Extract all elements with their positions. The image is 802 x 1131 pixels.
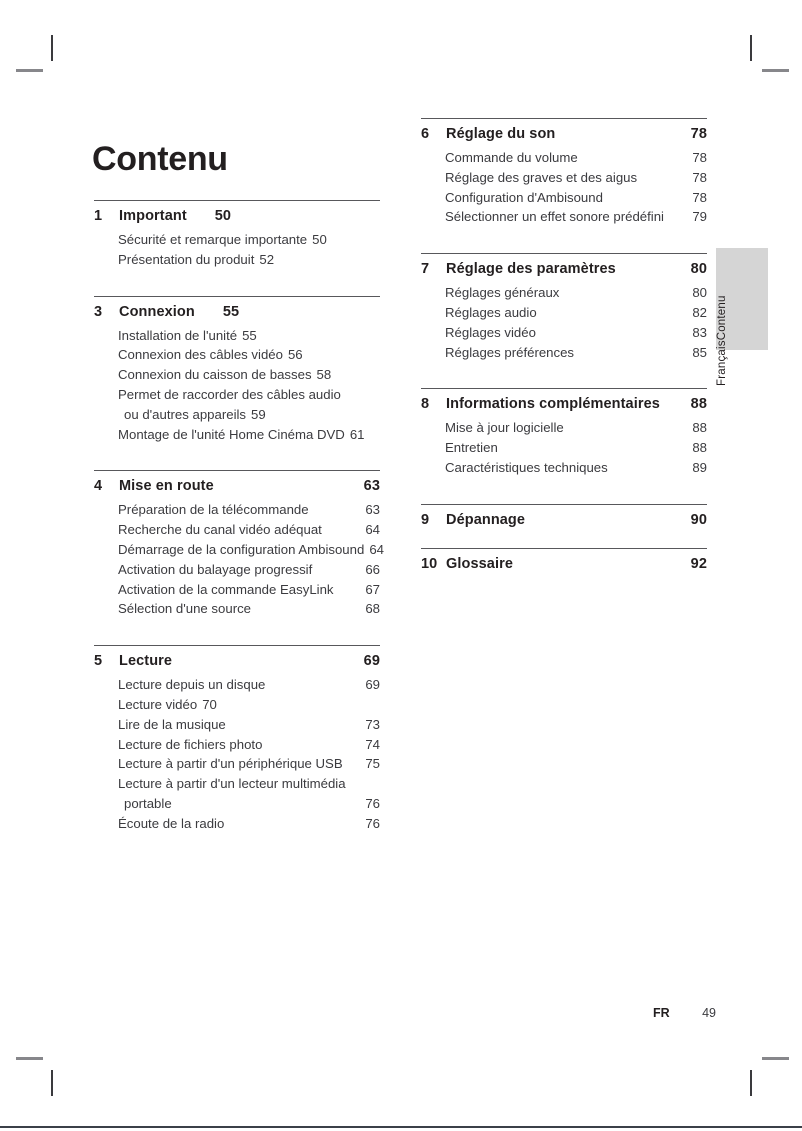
toc-entry-page-number: 52 (259, 251, 275, 267)
toc-entry-page-number: 76 (365, 795, 380, 811)
chapter-title: Dépannage (446, 511, 526, 528)
toc-entry-page-number: 59 (251, 406, 266, 422)
chapter-heading[interactable] (94, 646, 380, 671)
chapter-entry-list (421, 414, 707, 477)
toc-entry-page-number: 68 (365, 601, 380, 617)
toc-entry[interactable] (421, 418, 707, 438)
crop-mark-bottom-left-horizontal (16, 1057, 43, 1060)
toc-entry-label: Recherche du canal vidéo adéquat (118, 522, 322, 538)
toc-entry-page-number: 64 (365, 522, 380, 538)
chapter-page-number: 55 (222, 303, 240, 320)
chapter-heading[interactable] (421, 505, 707, 530)
toc-column-left (94, 200, 384, 834)
toc-chapter-block (94, 200, 380, 270)
toc-entry-page-number: 78 (692, 169, 707, 185)
chapter-heading[interactable] (94, 201, 380, 226)
toc-entry-label: Entretien (445, 440, 498, 456)
toc-entry[interactable] (94, 425, 380, 445)
crop-mark-bottom-right-horizontal (762, 1057, 789, 1060)
chapter-number: 5 (94, 653, 103, 670)
toc-entry[interactable] (94, 814, 380, 834)
footer-page-number: 49 (702, 1006, 716, 1020)
toc-entry-label: Caractéristiques techniques (445, 459, 608, 475)
toc-entry[interactable] (94, 794, 380, 814)
chapter-page-number: 78 (690, 126, 707, 142)
toc-chapter-block (421, 253, 707, 362)
toc-chapter-block (94, 645, 380, 833)
chapter-title: Lecture (119, 653, 173, 670)
chapter-title: Réglage du son (446, 126, 556, 142)
crop-mark-top-left-vertical (51, 35, 53, 61)
page-title: Contenu (92, 139, 228, 178)
page-footer (0, 1006, 802, 1026)
toc-entry-label: Lecture à partir d'un périphérique USB (118, 756, 343, 772)
crop-mark-bottom-right-vertical (750, 1070, 752, 1096)
toc-entry[interactable] (94, 735, 380, 755)
toc-entry-page-number: 56 (287, 347, 303, 363)
block-spacer (421, 478, 707, 504)
toc-entry[interactable] (94, 580, 380, 600)
chapter-entry-list (94, 671, 380, 833)
toc-entry-page-number: 55 (242, 327, 257, 343)
block-spacer (94, 270, 380, 296)
toc-entry[interactable] (94, 715, 380, 735)
toc-entry-page-number: 66 (365, 561, 380, 577)
crop-mark-bottom-left-vertical (51, 1070, 53, 1096)
toc-entry[interactable] (94, 520, 380, 540)
chapter-title: Mise en route (119, 478, 214, 495)
toc-entry-label: Réglages vidéo (445, 324, 536, 340)
toc-entry-label: Montage de l'unité Home Cinéma DVD (118, 426, 345, 442)
block-spacer (94, 619, 380, 645)
footer-language-code: FR (653, 1006, 670, 1020)
chapter-heading[interactable] (94, 297, 380, 322)
toc-entry-label: Configuration d'Ambisound (445, 189, 603, 205)
toc-entry-label: ou d'autres appareils (124, 406, 247, 422)
toc-entry[interactable] (94, 230, 380, 250)
toc-entry-page-number: 78 (692, 150, 707, 165)
toc-entry-label: Présentation du produit (118, 251, 255, 267)
toc-entry-label: Préparation de la télécommande (118, 502, 309, 518)
chapter-number: 8 (421, 396, 430, 413)
toc-entry[interactable] (421, 303, 707, 323)
toc-chapter-block (94, 470, 384, 619)
crop-mark-top-right-vertical (750, 35, 752, 61)
toc-entry-page-number: 76 (365, 815, 380, 831)
page-bottom-rule (0, 1126, 802, 1128)
chapter-page-number: 90 (690, 511, 707, 528)
toc-entry-page-number: 70 (202, 696, 217, 712)
chapter-number: 10 (421, 555, 438, 572)
toc-entry[interactable] (421, 458, 707, 478)
toc-entry-label: portable (124, 795, 172, 811)
toc-entry-page-number: 67 (365, 581, 380, 597)
toc-entry-label: Réglages audio (445, 304, 537, 320)
chapter-entry-list (421, 144, 707, 227)
toc-entry[interactable] (94, 675, 380, 695)
toc-entry-page-number: 64 (369, 541, 384, 557)
chapter-entry-list (94, 496, 384, 619)
toc-entry-page-number: 85 (692, 344, 707, 360)
toc-entry[interactable] (94, 500, 380, 520)
chapter-number: 4 (94, 478, 103, 495)
toc-entry-label: Lecture à partir d'un lecteur multimédia (118, 776, 346, 792)
toc-entry-label: Installation de l'unité (118, 327, 238, 343)
toc-chapter-block (421, 118, 707, 227)
toc-column-right (421, 118, 707, 574)
chapter-title: Glossaire (446, 555, 513, 572)
chapter-entry-list (94, 322, 380, 445)
toc-entry-page-number: 69 (365, 677, 380, 693)
block-spacer (421, 227, 707, 253)
toc-entry-page-number: 50 (312, 232, 327, 247)
chapter-title: Connexion (119, 303, 195, 320)
toc-entry[interactable] (421, 438, 707, 458)
chapter-title: Réglage des paramètres (446, 261, 616, 278)
chapter-number: 9 (421, 511, 430, 528)
toc-entry-label: Réglage des graves et des aigus (445, 169, 638, 185)
toc-chapter-block (421, 388, 707, 477)
toc-entry-page-number: 89 (692, 459, 707, 475)
chapter-heading[interactable] (421, 549, 707, 574)
toc-entry-page-number: 61 (349, 426, 365, 442)
toc-entry-label: Réglages généraux (445, 285, 560, 301)
toc-entry[interactable] (421, 207, 707, 227)
toc-entry[interactable] (94, 560, 380, 580)
toc-entry[interactable] (94, 326, 380, 346)
toc-entry-page-number: 73 (365, 716, 380, 732)
chapter-number: 7 (421, 261, 430, 278)
block-spacer (421, 530, 707, 548)
chapter-page-number: 50 (214, 208, 232, 224)
toc-entry-page-number: 83 (692, 324, 707, 340)
toc-entry-label: Permet de raccorder des câbles audio (118, 386, 341, 402)
chapter-title: Informations complémentaires (446, 396, 660, 413)
crop-mark-top-right-horizontal (762, 69, 789, 72)
toc-entry-label: Démarrage de la configuration Ambisound (118, 541, 365, 557)
toc-entry-label: Connexion des câbles vidéo (118, 347, 283, 363)
toc-entry[interactable] (94, 365, 380, 385)
chapter-number: 3 (94, 303, 103, 320)
toc-entry[interactable] (94, 345, 380, 365)
toc-chapter-block (421, 548, 707, 574)
toc-entry[interactable] (94, 599, 380, 619)
chapter-page-number: 80 (690, 261, 707, 278)
toc-entry[interactable] (94, 250, 380, 270)
toc-entry[interactable] (94, 754, 380, 774)
chapter-page-number: 63 (363, 478, 380, 495)
toc-entry-page-number: 80 (692, 285, 707, 301)
toc-entry-page-number: 75 (365, 756, 380, 772)
toc-entry-page-number: 88 (692, 440, 707, 456)
chapter-number: 6 (421, 126, 430, 142)
toc-entry[interactable] (94, 695, 380, 715)
toc-entry[interactable] (94, 774, 380, 794)
chapter-heading[interactable] (421, 119, 707, 144)
chapter-page-number: 88 (690, 396, 707, 413)
chapter-title: Important (119, 208, 187, 224)
toc-entry-label: Activation du balayage progressif (118, 561, 313, 577)
chapter-heading[interactable] (421, 254, 707, 279)
toc-entry[interactable] (421, 188, 707, 208)
toc-entry-page-number: 58 (316, 367, 332, 383)
toc-entry[interactable] (421, 323, 707, 343)
toc-entry-label: Mise à jour logicielle (445, 420, 564, 436)
toc-entry-label: Lecture depuis un disque (118, 677, 266, 693)
toc-entry-label: Lire de la musique (118, 716, 226, 732)
toc-entry-page-number: 78 (692, 189, 707, 205)
toc-entry[interactable] (421, 343, 707, 363)
chapter-heading[interactable] (421, 389, 707, 414)
chapter-page-number: 92 (690, 555, 707, 572)
toc-entry[interactable] (421, 148, 707, 168)
toc-entry[interactable] (94, 540, 384, 560)
toc-entry-label: Sécurité et remarque importante (118, 232, 308, 247)
chapter-heading[interactable] (94, 471, 380, 496)
chapter-page-number: 69 (363, 653, 380, 670)
toc-entry[interactable] (94, 405, 380, 425)
toc-entry-label: Réglages préférences (445, 344, 575, 360)
toc-entry-label: Commande du volume (445, 150, 578, 165)
chapter-entry-list (421, 279, 707, 362)
side-thumb-tab-label: FrançaisContenu (716, 295, 728, 386)
toc-chapter-block (421, 504, 707, 530)
toc-entry-label: Sélection d'une source (118, 601, 252, 617)
toc-entry-page-number: 79 (692, 209, 707, 225)
toc-entry-label: Sélectionner un effet sonore prédéfini (445, 209, 664, 225)
toc-entry[interactable] (94, 385, 380, 405)
toc-entry[interactable] (421, 283, 707, 303)
toc-entry-label: Écoute de la radio (118, 815, 225, 831)
toc-chapter-block (94, 296, 380, 445)
toc-entry-page-number: 63 (365, 502, 380, 518)
toc-entry-label: Activation de la commande EasyLink (118, 581, 334, 597)
toc-entry-label: Connexion du caisson de basses (118, 367, 312, 383)
toc-entry-page-number: 82 (692, 304, 707, 320)
toc-entry-page-number: 74 (365, 736, 380, 752)
toc-entry-label: Lecture vidéo (118, 696, 198, 712)
block-spacer (421, 362, 707, 388)
toc-entry[interactable] (421, 168, 707, 188)
toc-entry-page-number: 88 (692, 420, 707, 436)
chapter-entry-list (94, 226, 380, 270)
block-spacer (94, 444, 380, 470)
crop-mark-top-left-horizontal (16, 69, 43, 72)
toc-entry-label: Lecture de fichiers photo (118, 736, 263, 752)
chapter-number: 1 (94, 208, 103, 224)
